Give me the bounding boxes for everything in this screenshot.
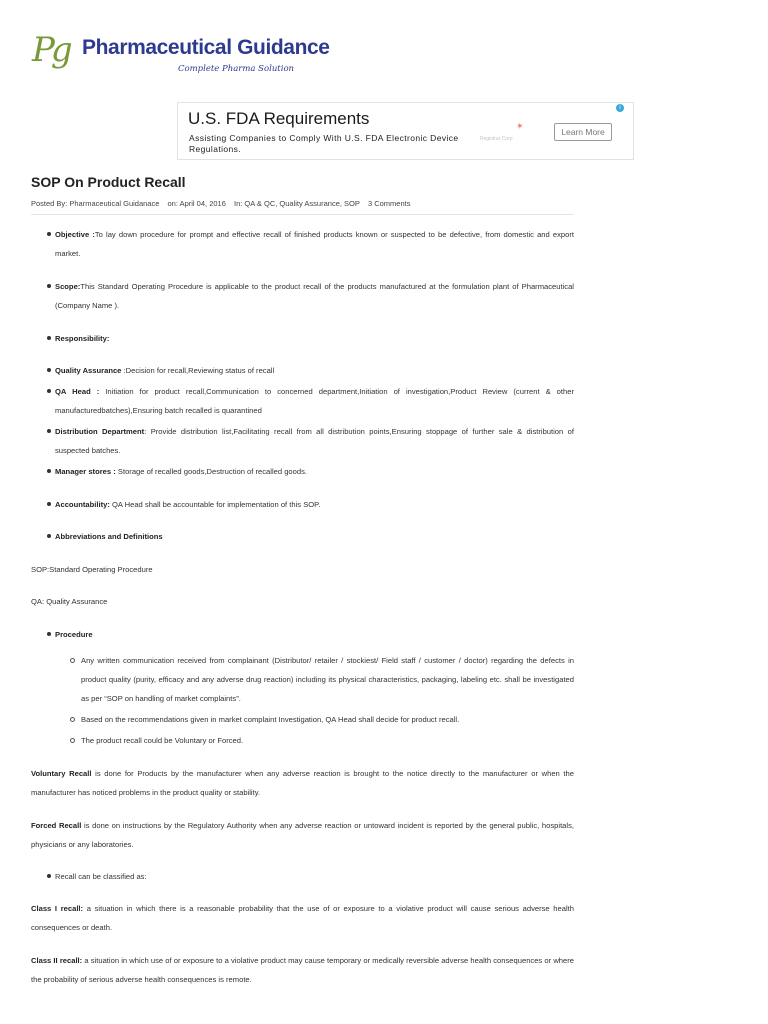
ad-banner[interactable] (177, 102, 634, 160)
procedure-item: The product recall could be Voluntary or Forced. (81, 731, 574, 750)
manager-stores-item: Manager stores : Storage of recalled goods,Destruction of recalled goods. (55, 462, 574, 481)
classification-item: Recall can be classified as: (55, 867, 574, 886)
article-meta (31, 199, 416, 208)
ad-text: Assisting Companies to Comply With U.S. FDA Electronic Device Regulations. (189, 133, 459, 154)
logo-mark: Pg (32, 30, 69, 70)
site-logo[interactable] (32, 30, 330, 80)
meta-comments[interactable]: 3 Comments (367, 199, 411, 208)
ad-logo-icon: ✶ (516, 121, 524, 131)
procedure-item: Based on the recommendations given in market complaint Investigation, QA Head shall decide for product recall. (81, 710, 574, 729)
forced-recall-paragraph: Forced Recall is done on instructions by the Regulatory Authority when any adverse reaction or untoward incident is reported by the general public, hospitals, physicians or any laboratories. (31, 821, 574, 849)
ad-info-icon[interactable]: i (616, 104, 624, 112)
abbr-sop: SOP:Standard Operating Procedure (31, 565, 153, 574)
qa-head-item: QA Head : Initiation for product recall,Communication to concerned department,Initiation of investigation,Product Review (current & other manufacturedbatches),Ensuring batch recalled is quarantined (55, 382, 574, 420)
ad-brand: Registrar Corp (480, 136, 513, 142)
article-title: SOP On Product Recall (31, 174, 186, 190)
accountability-item: Accountability: QA Head shall be accountable for implementation of this SOP. (55, 495, 574, 514)
divider (31, 214, 574, 215)
scope-item: Scope:This Standard Operating Procedure is applicable to the product recall of the products manufactured at the formulation plant of Pharmaceutical (Company Name ). (55, 277, 574, 315)
distribution-item: Distribution Department: Provide distribution list,Facilitating recall from all distribution points,Ensuring stoppage of further sale & distribution of suspected batches. (55, 422, 574, 460)
class-1-paragraph: Class I recall: a situation in which there is a reasonable probability that the use of or exposure to a violative product will cause serious adverse health consequences or death. (31, 904, 574, 932)
logo-tagline: Complete Pharma Solution (178, 64, 295, 74)
meta-categories[interactable]: In: QA & QC, Quality Assurance, SOP (233, 199, 360, 208)
procedure-item: Any written communication received from complainant (Distributor/ retailer / stockiest/ Field staff / customer / doctor) regarding the defects in product quality (purity, efficacy and any adverse drug reaction) including its physical characteristics, packaging, labeling etc. shall be investigated as per “SOP on handling of market complaints”. (81, 651, 574, 708)
meta-date: on: April 04, 2016 (167, 199, 226, 208)
objective-item: Objective :To lay down procedure for prompt and effective recall of finished products known or suspected to be defective, from domestic and export market. (55, 225, 574, 263)
logo-name: Pharmaceutical Guidance (82, 36, 330, 59)
meta-author[interactable]: Posted By: Pharmaceutical Guidanace (31, 199, 160, 208)
procedure-heading: Procedure (55, 625, 574, 644)
ad-title[interactable]: U.S. FDA Requirements (188, 109, 370, 128)
responsibility-heading: Responsibility: (55, 329, 574, 348)
abbreviations-heading: Abbreviations and Definitions (55, 527, 574, 546)
class-2-paragraph: Class II recall: a situation in which use of or exposure to a violative product may cause temporary or medically reversible adverse health consequences or where the probability of serious adverse health consequences is remote. (31, 956, 574, 984)
qa-item: Quality Assurance :Decision for recall,Reviewing status of recall (55, 361, 574, 380)
abbr-qa: QA: Quality Assurance (31, 597, 108, 606)
ad-learn-more-button[interactable]: Learn More (554, 123, 612, 141)
voluntary-recall-paragraph: Voluntary Recall is done for Products by the manufacturer when any adverse reaction is brought to the notice directly to the manufacturer or when the manufacturer has noticed problems in the product quality or stability. (31, 769, 574, 797)
